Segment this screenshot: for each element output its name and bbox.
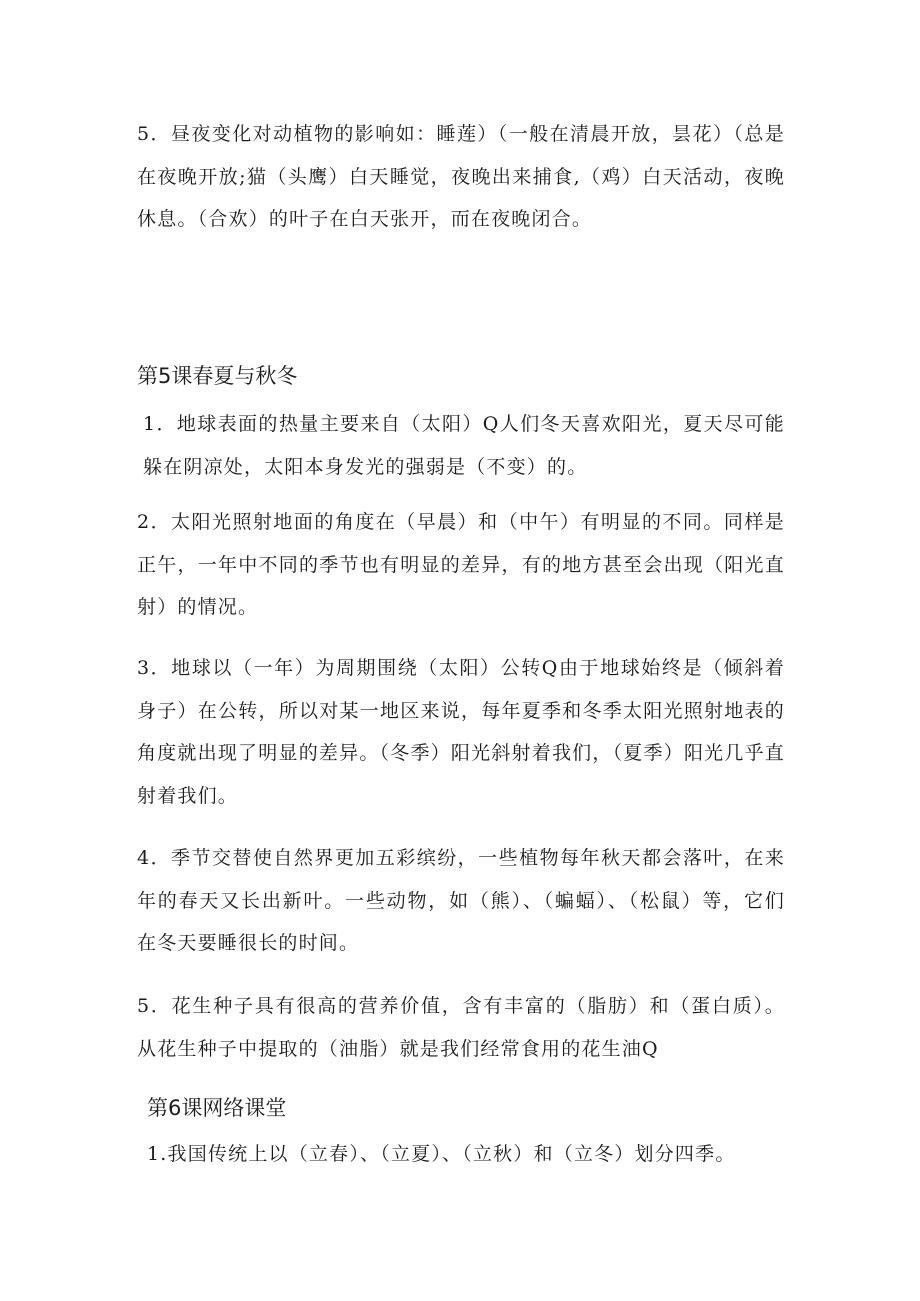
lesson-5-item-5: 5．花生种子具有很高的营养价值，含有丰富的（脂肪）和（蛋白质）。从花生种子中提取的（油脂）就是我们经常食用的花生油Q — [137, 995, 785, 1060]
paragraph-day-night-effects: 5．昼夜变化对动植物的影响如：睡莲）（一般在清晨开放，昙花）（总是在夜晚开放;猫（头鹰）白天睡觉，夜晚出来捕食,（鸡）白天活动，夜晚休息。（合欢）的叶子在白天张开，而在夜晚闭合。 — [137, 123, 785, 231]
lesson-5-item-2: 2．太阳光照射地面的角度在（早晨）和（中午）有明显的不同。同样是正午，一年中不同的季节也有明显的差异，有的地方甚至会出现（阳光直射）的情况。 — [137, 511, 785, 619]
lesson-6-heading: 第6课网络课堂 — [147, 1096, 287, 1120]
lesson-6-item-1: 1.我国传统上以（立春）、（立夏）、（立秋）和（立冬）划分四季。 — [147, 1143, 736, 1165]
lesson-5-item-4: 4．季节交替使自然界更加五彩缤纷，一些植物每年秋天都会落叶，在来年的春天又长出新叶。一些动物，如（熊）、（蝙蝠）、（松鼠）等，它们在冬天要睡很长的时间。 — [137, 847, 785, 955]
lesson-5-heading: 第5课春夏与秋冬 — [137, 364, 298, 388]
lesson-5-item-3: 3．地球以（一年）为周期围绕（太阳）公转Q由于地球始终是（倾斜着身子）在公转，所以对某一地区来说，每年夏季和冬季太阳光照射地表的角度就出现了明显的差异。（冬季）阳光斜射着我们，（夏季）阳光几乎直射着我们。 — [137, 657, 785, 808]
lesson-5-item-1: 1．地球表面的热量主要来自（太阳）Q人们冬天喜欢阳光，夏天尽可能躲在阴凉处，太阳本身发光的强弱是（不变）的。 — [143, 413, 785, 478]
